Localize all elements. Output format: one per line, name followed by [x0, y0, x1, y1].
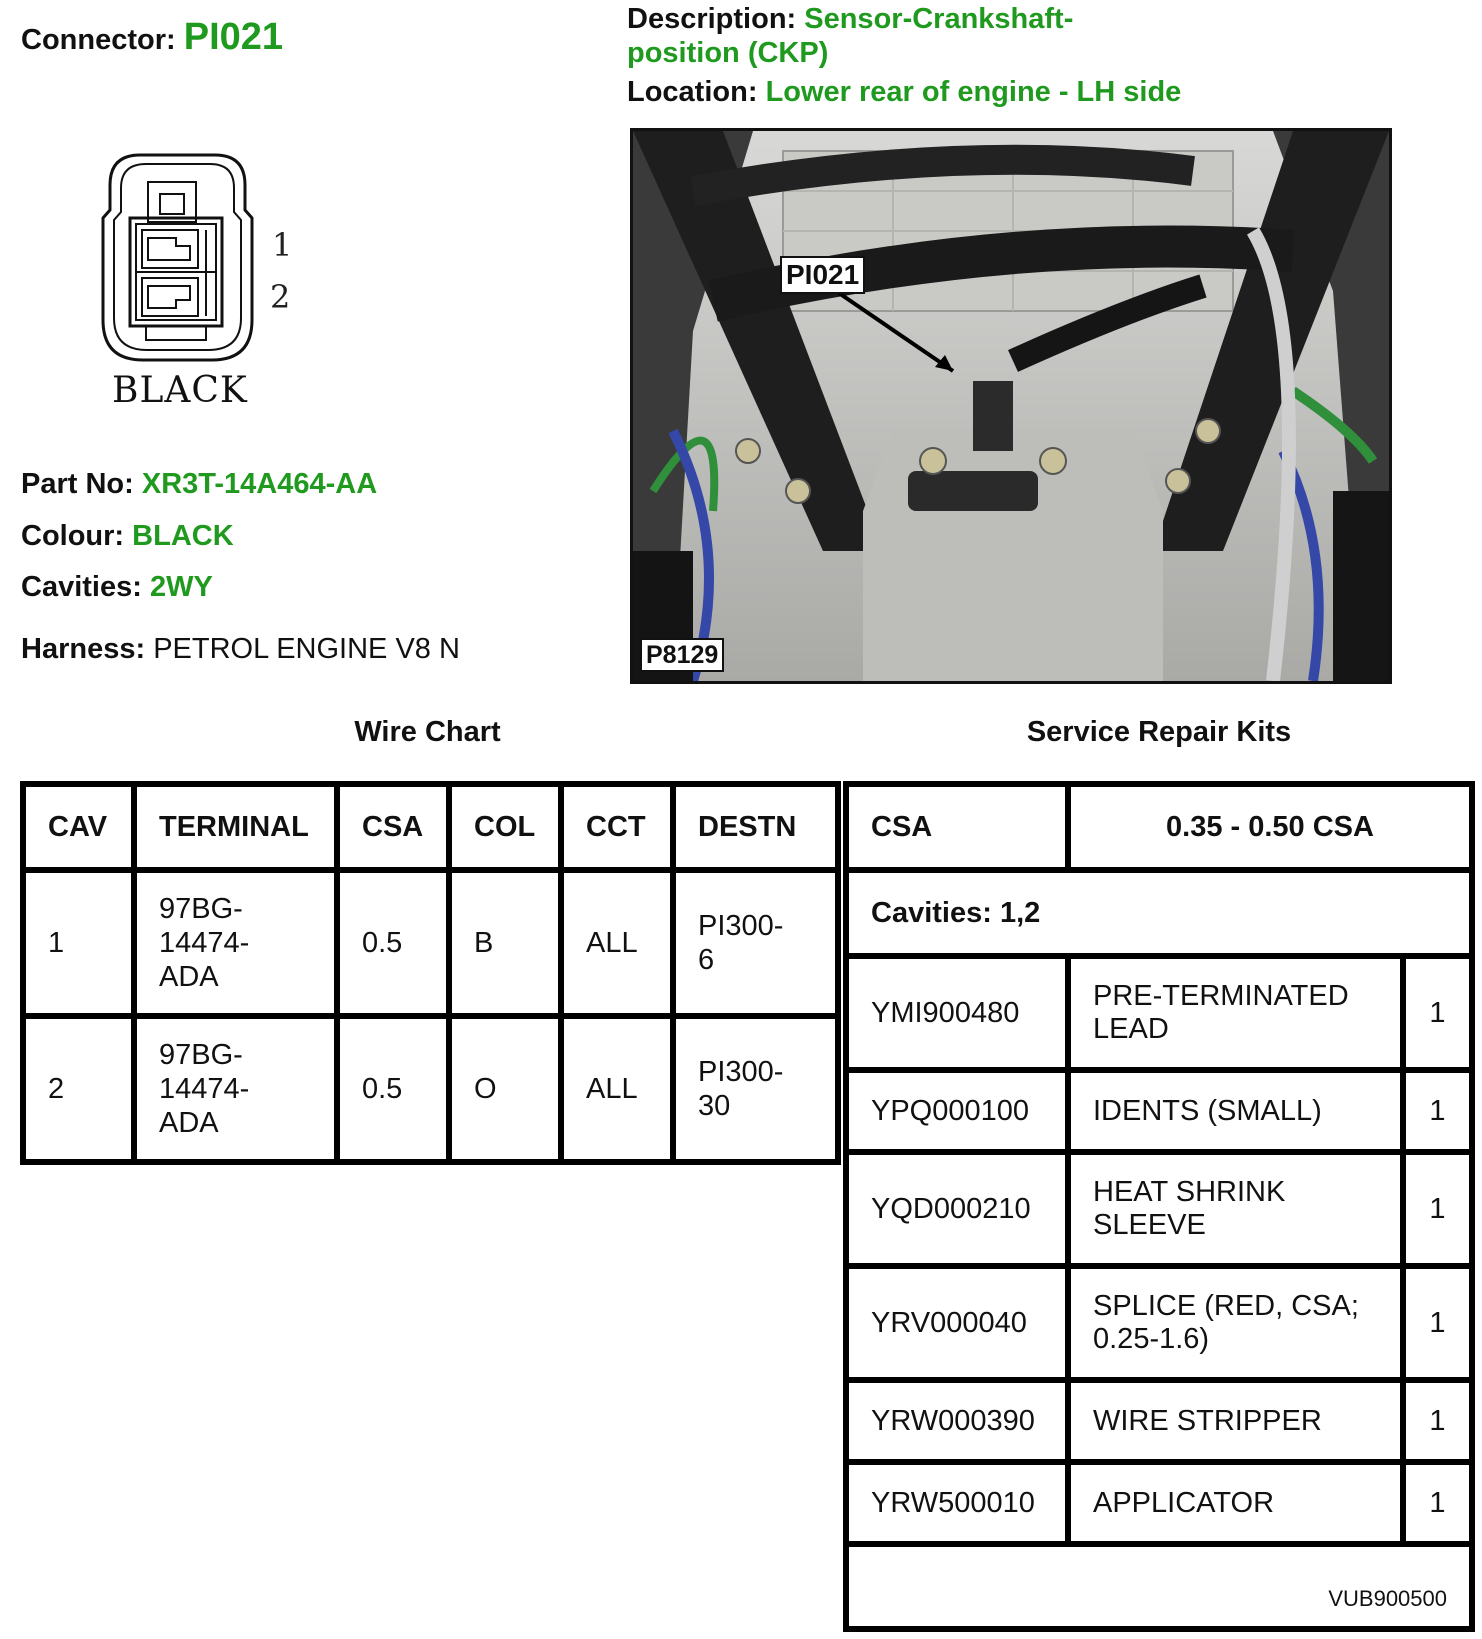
- header-cct: CCT: [561, 784, 673, 870]
- terminal-line: ADA: [159, 961, 219, 993]
- location-field: [627, 76, 1181, 109]
- kit-part-number: YMI900480: [849, 956, 1068, 1070]
- cell-csa: 0.5: [337, 870, 449, 1016]
- cell-col: B: [449, 870, 561, 1016]
- repair-kits-panel: [843, 781, 1475, 1632]
- table-row: [849, 1462, 1469, 1544]
- cell-destn: [673, 1016, 838, 1162]
- table-row: [23, 870, 838, 1016]
- kit-description: [1068, 1152, 1403, 1266]
- kit-description: IDENTS (SMALL): [1068, 1070, 1403, 1152]
- description-label: Description:: [627, 3, 797, 35]
- table-row: [849, 1266, 1469, 1380]
- kit-part-number: YRV000040: [849, 1266, 1068, 1380]
- destn-line: PI300-: [698, 910, 784, 942]
- terminal-line: 14474-: [159, 1073, 250, 1105]
- harness-label: Harness:: [21, 633, 146, 665]
- terminal-line: 97BG-: [159, 893, 243, 925]
- cell-destn: [673, 870, 838, 1016]
- harness-field: [21, 633, 460, 666]
- cell-col: O: [449, 1016, 561, 1162]
- kit-description: [1068, 956, 1403, 1070]
- cell-terminal: [134, 870, 337, 1016]
- kit-description: WIRE STRIPPER: [1068, 1380, 1403, 1462]
- photo-reference-code: P8129: [640, 638, 724, 672]
- kits-csa-value: 0.35 - 0.50 CSA: [1068, 787, 1469, 870]
- part-no-value: XR3T-14A464-AA: [141, 468, 378, 500]
- part-no-label: Part No:: [21, 468, 134, 500]
- kits-cavities-row: [849, 870, 1469, 956]
- connector-value: PI021: [183, 16, 284, 58]
- kit-quantity: 1: [1403, 1462, 1469, 1544]
- harness-value: PETROL ENGINE V8 N: [153, 633, 460, 665]
- header-cav: CAV: [23, 784, 134, 870]
- engine-photo-illustration: [633, 131, 1389, 681]
- kits-csa-label: CSA: [849, 787, 1068, 870]
- description-value-line1: Sensor-Crankshaft-: [804, 3, 1074, 35]
- cell-cct: ALL: [561, 870, 673, 1016]
- kit-description-line: SPLICE (RED, CSA;: [1093, 1290, 1359, 1322]
- cell-cav: 1: [23, 870, 134, 1016]
- kit-description-line: SLEEVE: [1093, 1209, 1206, 1241]
- kit-quantity: 1: [1403, 1152, 1469, 1266]
- cavities-value: 2WY: [149, 571, 213, 603]
- table-row: [849, 1070, 1469, 1152]
- kit-description-line: HEAT SHRINK: [1093, 1176, 1286, 1208]
- connector-label: Connector:: [21, 24, 176, 56]
- cell-cct: ALL: [561, 1016, 673, 1162]
- header-terminal: TERMINAL: [134, 784, 337, 870]
- kit-description: [1068, 1266, 1403, 1380]
- cell-csa: 0.5: [337, 1016, 449, 1162]
- wire-chart-table: [20, 781, 841, 1165]
- cavity-label-2: 2: [270, 278, 291, 316]
- kit-description: APPLICATOR: [1068, 1462, 1403, 1544]
- kits-csa-row: [849, 787, 1469, 870]
- terminal-line: 97BG-: [159, 1039, 243, 1071]
- header-col: COL: [449, 784, 561, 870]
- kit-part-number: YRW000390: [849, 1380, 1068, 1462]
- table-row: [23, 1016, 838, 1162]
- cell-cav: 2: [23, 1016, 134, 1162]
- description-value-line2: position (CKP): [627, 37, 829, 69]
- photo-connector-callout: PI021: [780, 256, 865, 294]
- kit-quantity: 1: [1403, 1380, 1469, 1462]
- connector-face-drawing: [100, 150, 310, 380]
- terminal-line: 14474-: [159, 927, 250, 959]
- location-value: Lower rear of engine - LH side: [765, 76, 1182, 108]
- description-field: [627, 2, 1073, 70]
- terminal-line: ADA: [159, 1107, 219, 1139]
- cavities-field: [21, 571, 213, 604]
- table-row: [849, 1380, 1469, 1462]
- kit-description-line: LEAD: [1093, 1013, 1169, 1045]
- part-no-field: [21, 468, 377, 501]
- location-label: Location:: [627, 76, 758, 108]
- cell-terminal: [134, 1016, 337, 1162]
- kit-part-number: YQD000210: [849, 1152, 1068, 1266]
- cavity-label-1: 1: [272, 226, 293, 264]
- table-row: [849, 956, 1469, 1070]
- kit-description-line: 0.25-1.6): [1093, 1323, 1210, 1355]
- kit-part-number: YPQ000100: [849, 1070, 1068, 1152]
- repair-kits-title: Service Repair Kits: [1026, 716, 1292, 748]
- destn-line: 30: [698, 1090, 731, 1122]
- colour-value: BLACK: [132, 520, 234, 552]
- kits-footer-code: VUB900500: [1328, 1586, 1447, 1611]
- kit-part-number: YRW500010: [849, 1462, 1068, 1544]
- destn-line: PI300-: [698, 1056, 784, 1088]
- wire-chart-title: Wire Chart: [354, 716, 501, 748]
- header-csa: CSA: [337, 784, 449, 870]
- kits-cavities: Cavities: 1,2: [849, 870, 1469, 956]
- colour-label: Colour:: [21, 520, 125, 552]
- destn-line: 6: [698, 944, 715, 976]
- kit-description-line: PRE-TERMINATED: [1093, 980, 1349, 1012]
- kit-quantity: 1: [1403, 1070, 1469, 1152]
- connector-field: [21, 16, 283, 59]
- wire-chart-header-row: [23, 784, 838, 870]
- cavities-label: Cavities:: [21, 571, 142, 603]
- kit-quantity: 1: [1403, 1266, 1469, 1380]
- colour-field: [21, 520, 234, 553]
- header-destn: DESTN: [673, 784, 838, 870]
- table-row: [849, 1152, 1469, 1266]
- diagram-caption: BLACK: [112, 370, 248, 411]
- repair-kits-table: [849, 787, 1469, 1547]
- kit-quantity: 1: [1403, 956, 1469, 1070]
- location-photo: [630, 128, 1392, 684]
- connector-diagram: [100, 150, 310, 430]
